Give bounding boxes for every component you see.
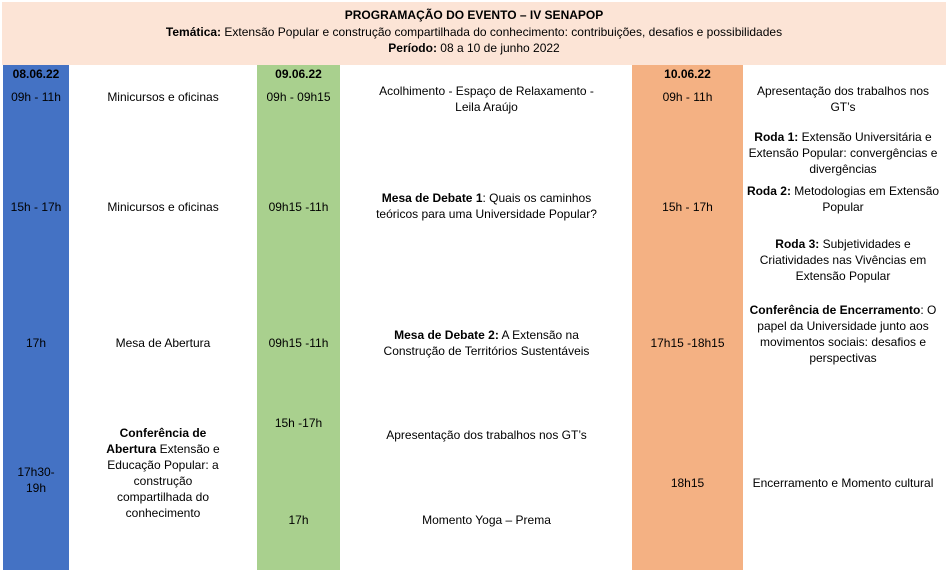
day2-activity-2-text: : Quais os caminhos teóricos para uma Universidade Popular? [376, 191, 597, 221]
day3-roda3-bold: Roda 3: [775, 237, 820, 251]
day3-time-1: 09h - 11h [662, 90, 713, 104]
theme-text: Extensão Popular e construção compartilhada do conhecimento: contribuições, desafios e possibilidades [221, 24, 783, 39]
day1-time-2: 15h - 17h [10, 200, 62, 214]
day2-activity-3-bold: Mesa de Debate 2: [394, 328, 499, 342]
day2-date: 09.06.22 [275, 67, 322, 81]
day2-activity-5: Momento Yoga – Prema [422, 513, 551, 527]
period-line [2, 40, 946, 57]
day1-time-3: 17h [25, 336, 47, 350]
day2-time-column [257, 65, 340, 570]
document-header [2, 2, 946, 65]
theme-label: Temática: [165, 24, 222, 39]
day2-time-3: 09h15 -11h [268, 336, 329, 350]
day3-activity-1: Apresentação dos trabalhos nos GT’s [756, 84, 930, 114]
page-title: PROGRAMAÇÃO DO EVENTO – IV SENAPOP [344, 8, 604, 22]
day2-time-2: 09h15 -11h [268, 200, 329, 214]
theme-line [2, 24, 946, 41]
day2-activity-4: Apresentação dos trabalhos nos GT’s [386, 428, 587, 442]
day2-activity-3 [369, 327, 604, 359]
period-text: 08 a 10 de junho 2022 [436, 41, 560, 55]
day3-roda3-text: Subjetividades e Criatividades nas Vivências em Extensão Popular [759, 237, 927, 283]
day1-date: 08.06.22 [12, 67, 60, 81]
day2-activity-3-text: A Extensão na Construção de Territórios Sustentáveis [383, 328, 590, 358]
period-label: Período: [388, 41, 437, 55]
day1-activity-1: Minicursos e oficinas [107, 90, 219, 104]
day3-roda2-text: Metodologias em Extensão Popular [790, 184, 940, 214]
day1-activity-2: Minicursos e oficinas [107, 200, 219, 214]
day3-date: 10.06.22 [664, 67, 711, 81]
day3-roda2-bold: Roda 2: [746, 184, 791, 198]
day1-activity-3: Mesa de Abertura [115, 336, 211, 350]
day2-activity-2-bold: Mesa de Debate 1 [381, 191, 483, 205]
day3-activity-roda3 [745, 236, 941, 284]
day1-activity-4 [98, 425, 228, 521]
day1-activity-4-bold: Conferência de Abertura [106, 426, 207, 456]
day2-time-1: 09h - 09h15 [266, 90, 331, 104]
day3-conferencia-bold: Conferência de Encerramento [749, 303, 921, 317]
day2-time-5: 17h [288, 513, 309, 527]
day3-time-4: 18h15 [670, 476, 705, 490]
day1-activity-4-text: Extensão e Educação Popular: a construção compartilhada do conhecimento [107, 442, 220, 520]
day2-time-4: 15h -17h [274, 416, 323, 430]
day2-activity-2 [369, 190, 604, 222]
day3-activity-roda2 [745, 183, 941, 215]
day3-conferencia-text: : O papel da Universidade junto aos movimentos sociais: desafios e perspectivas [757, 303, 937, 365]
day3-time-2: 15h - 17h [662, 200, 713, 214]
day3-roda1-bold: Roda 1: [754, 130, 799, 144]
day3-activity-encerramento: Encerramento e Momento cultural [752, 476, 934, 490]
day3-activity-roda1 [745, 129, 941, 177]
day3-time-3: 17h15 -18h15 [650, 336, 725, 350]
day2-activity-1: Acolhimento - Espaço de Relaxamento - Leila Araújo [379, 84, 594, 114]
day1-time-4: 17h30- 19h [17, 465, 55, 495]
day1-time-1: 09h - 11h [11, 90, 61, 104]
day3-time-column [632, 65, 743, 570]
day3-activity-conferencia [745, 302, 941, 366]
day3-roda1-text: Extensão Universitária e Extensão Popular: convergências e divergências [748, 130, 938, 176]
